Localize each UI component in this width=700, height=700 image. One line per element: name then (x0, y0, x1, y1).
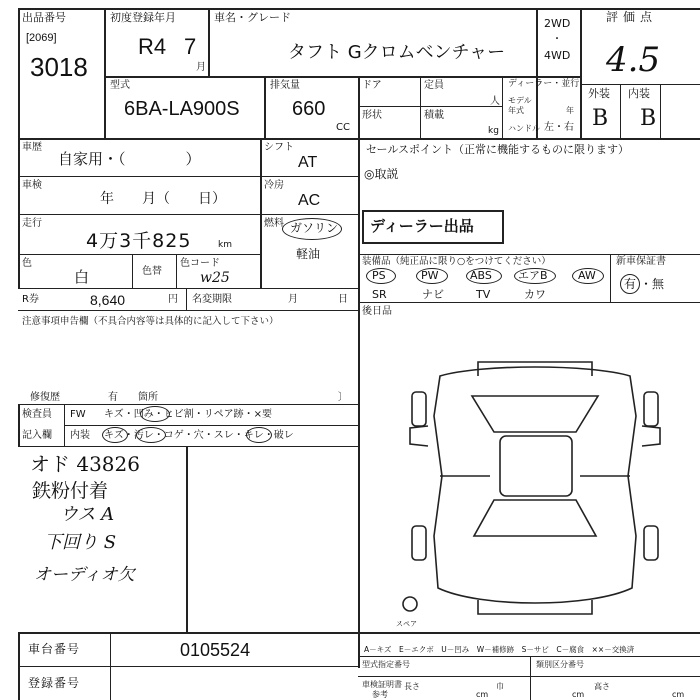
option-airbag: エアB (518, 269, 548, 282)
fuel-alt: 軽油 (296, 247, 321, 261)
option-navi: ナビ (422, 288, 444, 301)
chassis-number: 0105524 (180, 640, 251, 660)
options-label: 装備品（純正品に限り○をつけてください） (362, 256, 551, 267)
model-code-label: 型式 (110, 80, 130, 91)
warranty-label: 新車保証書 (616, 256, 666, 267)
entry-label: 記入欄 (22, 430, 52, 441)
mileage-unit: km (218, 240, 232, 250)
width-unit: cm (572, 690, 585, 699)
shift-label: シフト (264, 142, 294, 153)
model-year-unit: 年 (566, 106, 574, 115)
model-code: 6BA-LA900S (124, 98, 240, 120)
width-label: 巾 (496, 682, 504, 691)
classification-label: 類別区分番号 (536, 660, 584, 669)
recycle-label: R券 (22, 294, 39, 305)
model-name: タフト Gクロムベンチャー (288, 42, 506, 63)
repair-location-label: 箇所 (138, 392, 158, 403)
length-label: 長さ (404, 682, 420, 691)
option-sr: SR (372, 288, 387, 301)
cert-label: 車検証明書 (362, 680, 402, 689)
recycle-value: 8,640 (90, 292, 126, 308)
interior-check-label: 内装 (70, 430, 90, 441)
capacity-label: 定員 (424, 80, 444, 91)
color-code-label: 色コード (180, 258, 220, 269)
model-year-label: モデル (508, 96, 532, 105)
model-designation-label: 型式指定番号 (362, 660, 410, 669)
fuel-value: ガソリン (290, 221, 339, 235)
dealer-import-label: ディーラー・並行 (508, 79, 580, 89)
model-year-label-2: 年式 (508, 106, 524, 115)
warranty-value: 有 (624, 277, 637, 291)
note-thin: ウス A (60, 504, 115, 525)
shift-value: AT (298, 154, 318, 171)
mark-dent-circle (140, 406, 170, 422)
drive-2wd: 2WD (544, 17, 571, 30)
note-odometer: オド 43826 (30, 452, 140, 476)
color-value: 白 (74, 268, 90, 286)
mileage-value: 4万3千825 (86, 230, 192, 252)
mark-scuff-circle (246, 427, 272, 443)
inspector-label: 検査員 (22, 409, 52, 420)
spare-label: スペア (396, 620, 417, 628)
repair-history-value: 有 (108, 392, 118, 403)
after-parts-label: 後日品 (362, 306, 392, 317)
fw-checklist: キズ・凹み・ヒビ割・リペア跡・×要 (104, 409, 272, 420)
exterior-grade-label: 外装 (588, 87, 610, 100)
displacement-label: 排気量 (270, 80, 300, 91)
name-change-label: 名変期限 (192, 294, 232, 305)
dealer-stamp-text: ディーラー出品 (370, 217, 474, 235)
interior-checklist: キズ・汚レ・コゲ・穴・スレ・キレ・破レ (104, 430, 294, 441)
length-unit: cm (476, 690, 489, 699)
chassis-label: 車台番号 (28, 642, 81, 656)
option-ps: PS (372, 269, 386, 282)
declaration-label: 注意事項申告欄（不具合内容等は具体的に記入して下さい） (22, 316, 279, 327)
note-underbody: 下回り S (44, 532, 117, 553)
displacement-unit: CC (336, 122, 350, 133)
name-change-day: 日 (338, 294, 348, 305)
color-label: 色 (22, 258, 32, 269)
warranty-none: 無 (652, 277, 665, 291)
first-registration-era: R4 (138, 34, 167, 59)
damage-legend: A－キズ E－エクボ U－凹み W－補修跡 S－サビ C－腐食 ××－交換済 (364, 645, 635, 654)
usage-label: 車歴 (22, 142, 42, 153)
load-label: 積載 (424, 110, 444, 121)
recycle-unit: 円 (168, 294, 178, 305)
lot-number-label: 出品番号 (22, 11, 66, 24)
sales-point-item: ◎取説 (364, 167, 399, 181)
fuel-label: 燃料 (264, 218, 284, 229)
inspection-label: 車検 (22, 180, 42, 191)
ac-label: 冷房 (264, 180, 284, 191)
fw-label: FW (70, 409, 86, 420)
option-leather: カワ (524, 288, 546, 301)
car-diagram (400, 356, 670, 632)
sales-point-label: セールスポイント（正常に機能するものに限ります） (366, 143, 630, 156)
first-registration-label: 初度登録年月 (110, 11, 176, 24)
height-unit: cm (672, 690, 685, 699)
color-code: w25 (200, 270, 230, 286)
inspection-value: 年 月（ 日） (100, 191, 226, 207)
score-label: 評価点 (606, 10, 658, 24)
note-audio-missing: オーディオ欠 (34, 565, 135, 585)
lot-sub-number: [2069] (26, 32, 57, 44)
warranty-separator: ・ (640, 277, 653, 291)
capacity-unit: 人 (490, 96, 500, 107)
lot-number: 3018 (30, 52, 88, 82)
ac-value: AC (298, 192, 321, 209)
door-label: ドア (362, 80, 382, 91)
first-registration-month: 7 (184, 34, 197, 59)
option-tv: TV (476, 288, 491, 301)
repair-history-label: 修復歴 (30, 392, 60, 403)
handle-value: 左・右 (544, 122, 574, 133)
mark-scratch-circle (102, 427, 128, 443)
registration-label: 登録番号 (28, 676, 81, 690)
interior-grade: B (640, 106, 657, 131)
mileage-label: 走行 (22, 218, 42, 229)
note-iron-powder: 鉄粉付着 (32, 480, 109, 502)
option-pw: PW (421, 269, 439, 282)
name-change-month: 月 (288, 294, 298, 305)
cert-label-2: 参考 (372, 690, 388, 699)
repair-bracket-close: 〕 (338, 392, 348, 403)
color-change-label: 色替 (142, 266, 162, 277)
usage-value: 自家用・（ ） (58, 150, 201, 168)
drive-4wd: 4WD (544, 49, 571, 62)
drive-dot: ・ (552, 34, 562, 45)
option-abs: ABS (470, 269, 492, 282)
first-registration-month-unit: 月 (196, 62, 206, 73)
exterior-grade: B (592, 106, 609, 131)
score-value: 4.5 (606, 40, 661, 80)
handle-label: ハンドル (508, 124, 540, 133)
model-name-label: 車名・グレード (214, 11, 291, 24)
load-unit: kg (488, 126, 499, 136)
mark-dirt-circle (136, 427, 166, 443)
option-aw: AW (578, 269, 596, 282)
displacement-value: 660 (292, 98, 326, 120)
shape-label: 形状 (362, 110, 382, 121)
height-label: 高さ (594, 682, 610, 691)
interior-grade-label: 内装 (628, 87, 650, 100)
